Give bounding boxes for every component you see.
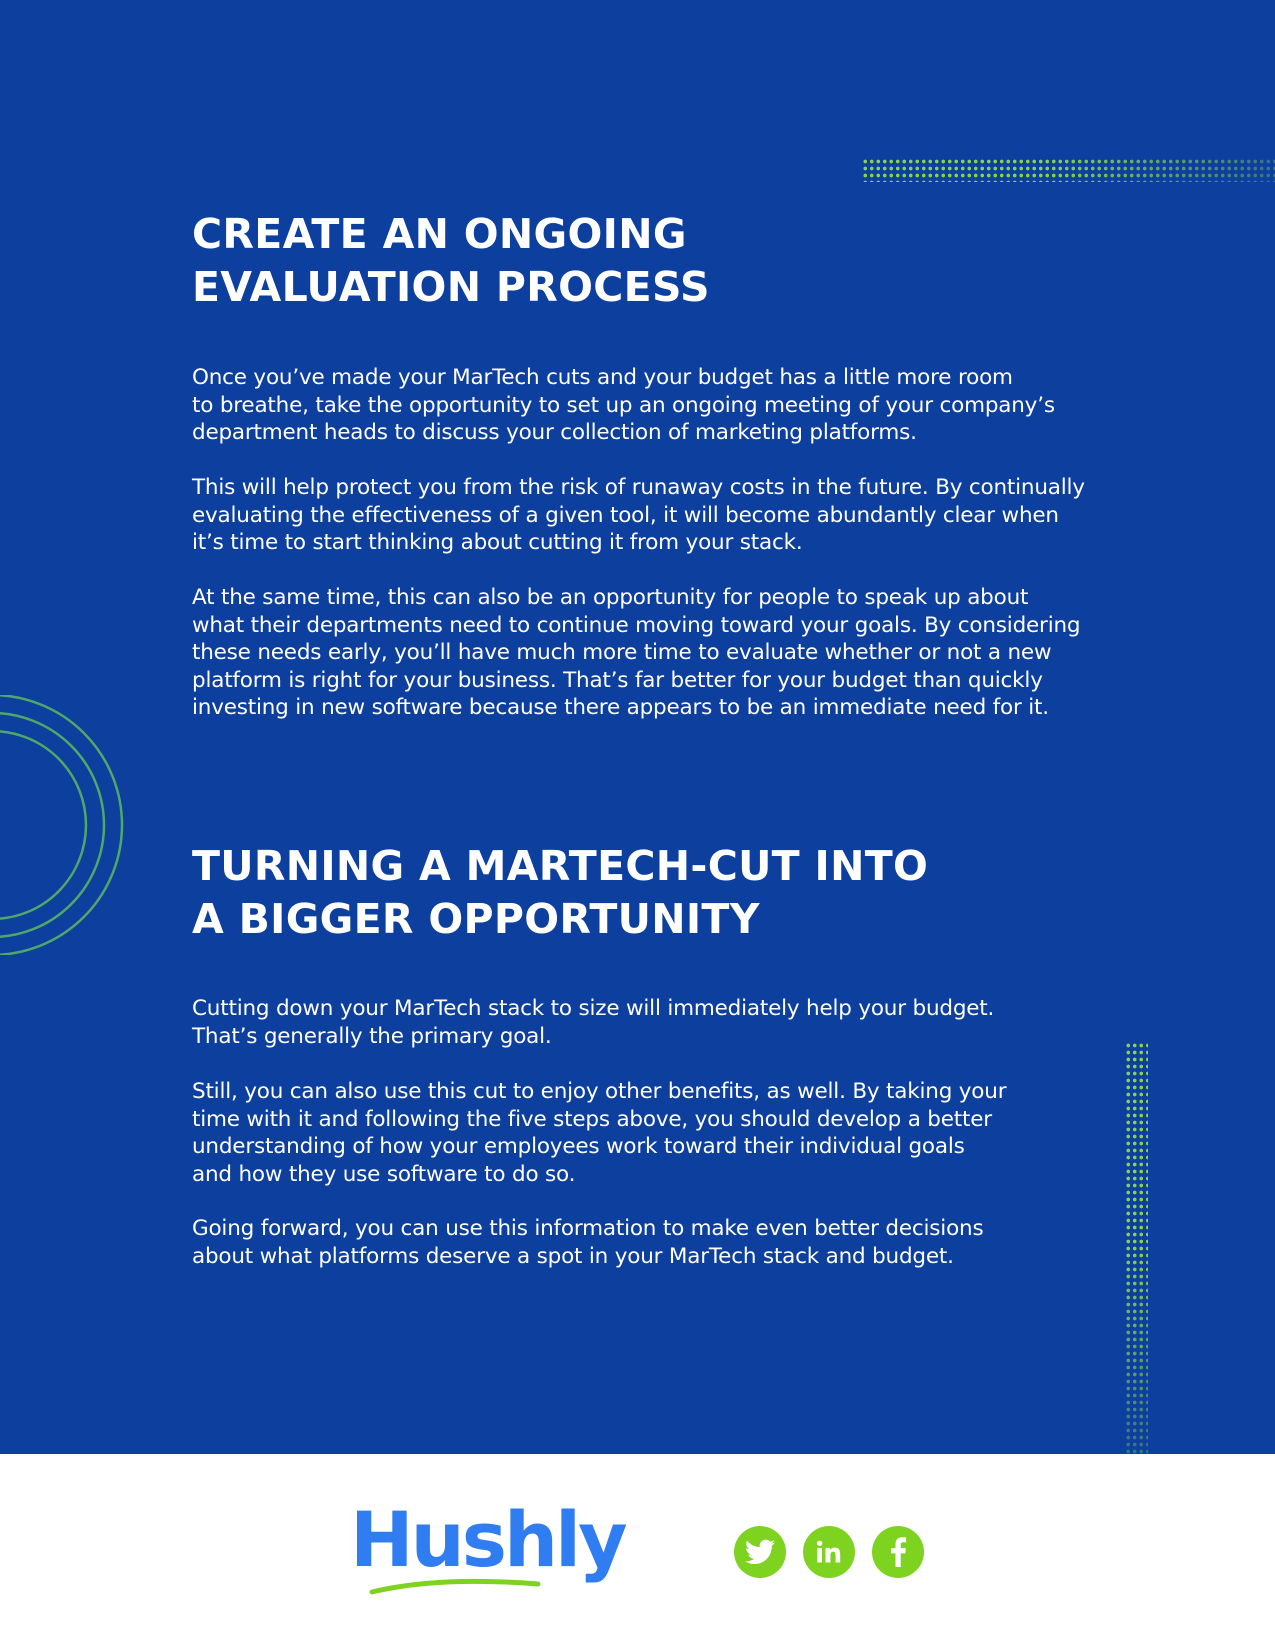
text-line: time with it and following the five steps above, you should develop a better — [192, 1106, 992, 1132]
paragraph — [192, 584, 1080, 722]
text-line: to breathe, take the opportunity to set up an ongoing meeting of your company’s — [192, 392, 1055, 418]
facebook-button[interactable] — [872, 1526, 924, 1578]
heading-line: TURNING A MARTECH-CUT INTO — [192, 842, 929, 890]
section-heading-opportunity — [192, 840, 1172, 946]
linkedin-icon — [815, 1538, 843, 1566]
text-line: department heads to discuss your collection of marketing platforms. — [192, 420, 917, 445]
heading-line: EVALUATION PROCESS — [192, 263, 710, 311]
text-line: and how they use software to do so. — [192, 1161, 576, 1187]
heading-line: CREATE AN ONGOING — [192, 210, 687, 258]
twitter-button[interactable] — [734, 1526, 786, 1578]
text-line: about what platforms deserve a spot in your MarTech stack and budget. — [192, 1243, 954, 1269]
text-line: these needs early, you’ll have much more time to evaluate whether or not a new — [192, 640, 1052, 665]
text-line: That’s generally the primary goal. — [192, 1023, 552, 1049]
text-line: evaluating the effectiveness of a given tool, it will become abundantly clear when — [192, 502, 1059, 528]
text-line: This will help protect you from the risk of runaway costs in the future. By continually — [192, 475, 1085, 500]
twitter-icon — [745, 1539, 775, 1565]
text-line: understanding of how your employees work toward their individual goals — [192, 1134, 965, 1159]
decorative-rings — [0, 695, 140, 955]
facebook-icon — [886, 1537, 910, 1567]
text-line: platform is right for your business. That’s far better for your budget than quickly — [192, 667, 1043, 693]
paragraph — [192, 995, 994, 1050]
heading-line: A BIGGER OPPORTUNITY — [192, 895, 760, 943]
linkedin-button[interactable] — [803, 1526, 855, 1578]
text-line: investing in new software because there appears to be an immediate need for it. — [192, 695, 1049, 720]
paragraph — [192, 474, 1085, 557]
section-heading-evaluation — [192, 208, 1172, 314]
paragraph — [192, 1078, 1006, 1188]
text-line: Cutting down your MarTech stack to size will immediately help your budget. — [192, 996, 995, 1021]
paragraph — [192, 364, 1055, 447]
decorative-dot-grid-right — [1125, 1042, 1148, 1454]
text-line: what their departments need to continue moving toward your goals. By considering — [192, 612, 1081, 638]
decorative-dot-grid-top — [862, 158, 1275, 182]
hushly-logo[interactable] — [350, 1495, 625, 1600]
logo-text: Hushly — [350, 1495, 625, 1584]
text-line: Going forward, you can use this information to make even better decisions — [192, 1216, 984, 1241]
paragraph — [192, 1215, 983, 1270]
footer — [0, 1454, 1275, 1650]
text-line: Still, you can also use this cut to enjoy other benefits, as well. By taking your — [192, 1079, 1007, 1104]
logo-swoosh-icon — [368, 1572, 568, 1596]
text-line: Once you’ve made your MarTech cuts and your budget has a little more room — [192, 365, 1013, 390]
text-line: At the same time, this can also be an opportunity for people to speak up about — [192, 585, 1029, 610]
text-line: it’s time to start thinking about cutting it from your stack. — [192, 530, 803, 555]
